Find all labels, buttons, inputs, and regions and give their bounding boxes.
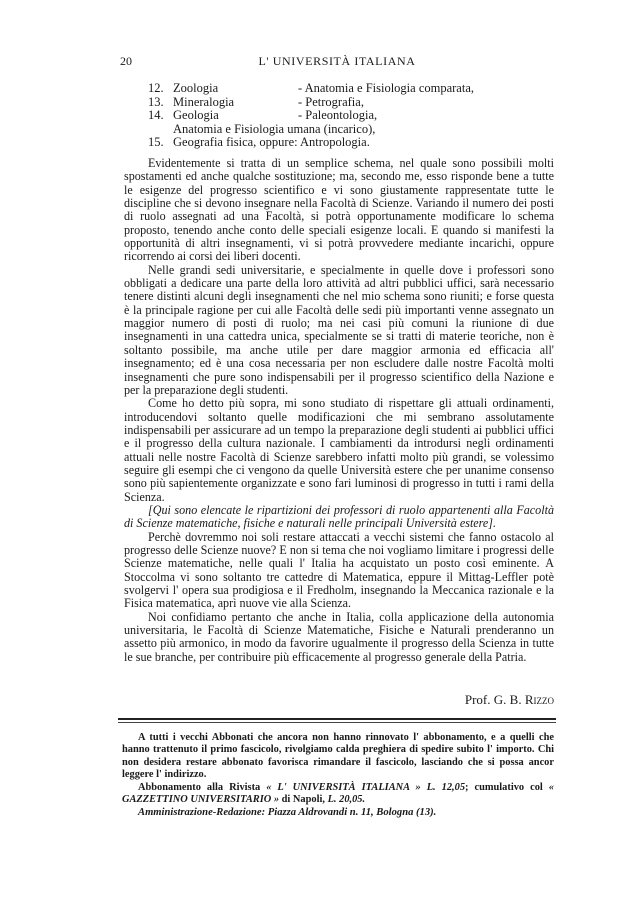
paragraph: Nelle grandi sedi universitarie, e specialmente in quelle dove i professori sono obbligati a dedicare una parte della loro attività ad altri pubblici uffici, sarà necessario tenere distinti alcuni degli insegnamenti che nel mio schema sono riuniti; e forse questa è la principale ragione per cui alle Facoltà delle sedi più importanti venne assegnato un maggior numero di posti di ruolo; ma nei casi più comuni la riunione di due insegnamenti in una cattedra unica, specialmente se si tratti di materie teoriche, non è soltanto possibile, ma anche utile per dare maggior armonia ed efficacia all' insegnamento; ed è una cosa necessaria per non escludere dalle nostre Facoltà molti insegnamenti che pure sono indispensabili per il progresso scientifico della Nazione e per la preparazione degli studenti. [124,262,554,397]
paragraph: Come ho detto più sopra, mi sono studiato di rispettare gli attuali ordinamenti, introducendovi soltanto quelle modificazioni che mi sembrano assolutamente indispensabili per assicurare ad un tempo la preparazione degli studenti ai pubblici uffici e il progresso della cultura nazionale. I cambiamenti da introdursi negli ordinamenti attuali nelle nostre Facoltà di Scienze sarebbero infatti molto più grandi, se volessimo seguire gli esempi che ci vengono da quelle Università estere che per unanime consenso sono più sapientemente organizzate e sono fari luminosi di progresso in tutti i rami della Scienza. [124,396,554,504]
bracket-note: [Qui sono elencate le ripartizioni dei professori di ruolo appartenenti alla Facoltà di Scienze matematiche, fisiche e naturali nelle principali Università estere]. [124,502,554,531]
administration-address: Amministrazione-Redazione: Piazza Aldrovandi n. 11, Bologna (13). [138,807,437,818]
paragraph: Perchè dovremmo noi soli restare attaccati a vecchi sistemi che fanno ostacolo al progresso delle Scienze nuove? E non si tema che noi vogliamo limitare i progressi delle Scienze matematiche, nelle quali l' Italia ha acquistato un posto così eminente. A Stoccolma vi sono soltanto tre cattedre di Matematica, eppure il Mittag-Leffler potè svolgervi l' opera sua prodigiosa e il Fredholm, insegnando la Meccanica razionale e la Fisica matematica, aprì nuove vie alla Scienza. [124,529,554,611]
author-signature: Prof. G. B. Rizzo [464,692,554,707]
article-body [124,157,554,664]
subscription-info: Abbonamento alla Rivista « L' UNIVERSITÀ ITALIANA » L. 12,05; cumulativo col « GAZZETTINO UNIVERSITARIO » di Napoli, L. 20,05. [122,782,554,806]
page-number: 20 [120,54,132,68]
list-item: Anatomia e Fisiologia umana (incarico), [173,121,376,136]
subject-list [148,82,568,150]
list-item: 15. Geografia fisica, oppure: Antropologia. [148,135,370,150]
divider-thick [118,718,556,720]
paragraph: Evidentemente si tratta di un semplice schema, nel quale sono possibili molti spostamenti ed anche qualche sostituzione; ma, secondo me, esso risponde bene a tutte le esigenze del progresso scientifico e vi sono giustamente rappresentate tutte le discipline che si devono insegnare nella Facoltà di Scienze. Variando il numero dei posti di ruolo assegnati ad una Facoltà, si potrà opportunamente modificare lo schema proposto, tenendo anche conto delle speciali esigenze locali. E quando si manifesti la opportunità di altri insegnamenti, vi si potrà provvedere mediante incarichi, oppure ricorrendo ai corsi dei liberi docenti. [124,156,554,264]
list-item: 13. Mineralogia - Petrografia, [148,94,364,109]
running-title: L' UNIVERSITÀ ITALIANA [258,54,416,68]
running-header [120,54,554,70]
subscriber-notice: A tutti i vecchi Abbonati che ancora non hanno rinnovato l' abbonamento, e a quelli che hanno trattenuto il primo fascicolo, rivolgiamo calda preghiera di spedire subito l' importo. Chi non desidera restare abbonato favorisca rimandare il fascicolo, lasciando che si possa ancor leggere l' indirizzo. [122,732,554,781]
divider-thin [118,722,556,723]
paragraph: Noi confidiamo pertanto che anche in Italia, colla applicazione della autonomia universitaria, le Facoltà di Scienze Matematiche, Fisiche e Naturali prenderanno un assetto più armonico, in modo da favorire ugualmente il progresso della Scienza in tutte le sue branche, per contribuire più efficacemente al progresso generale della Patria. [124,609,554,664]
list-item: 14. Geologia - Paleontologia, [148,108,378,123]
list-item: 12. Zoologia - Anatomia e Fisiologia comparata, [148,81,474,95]
